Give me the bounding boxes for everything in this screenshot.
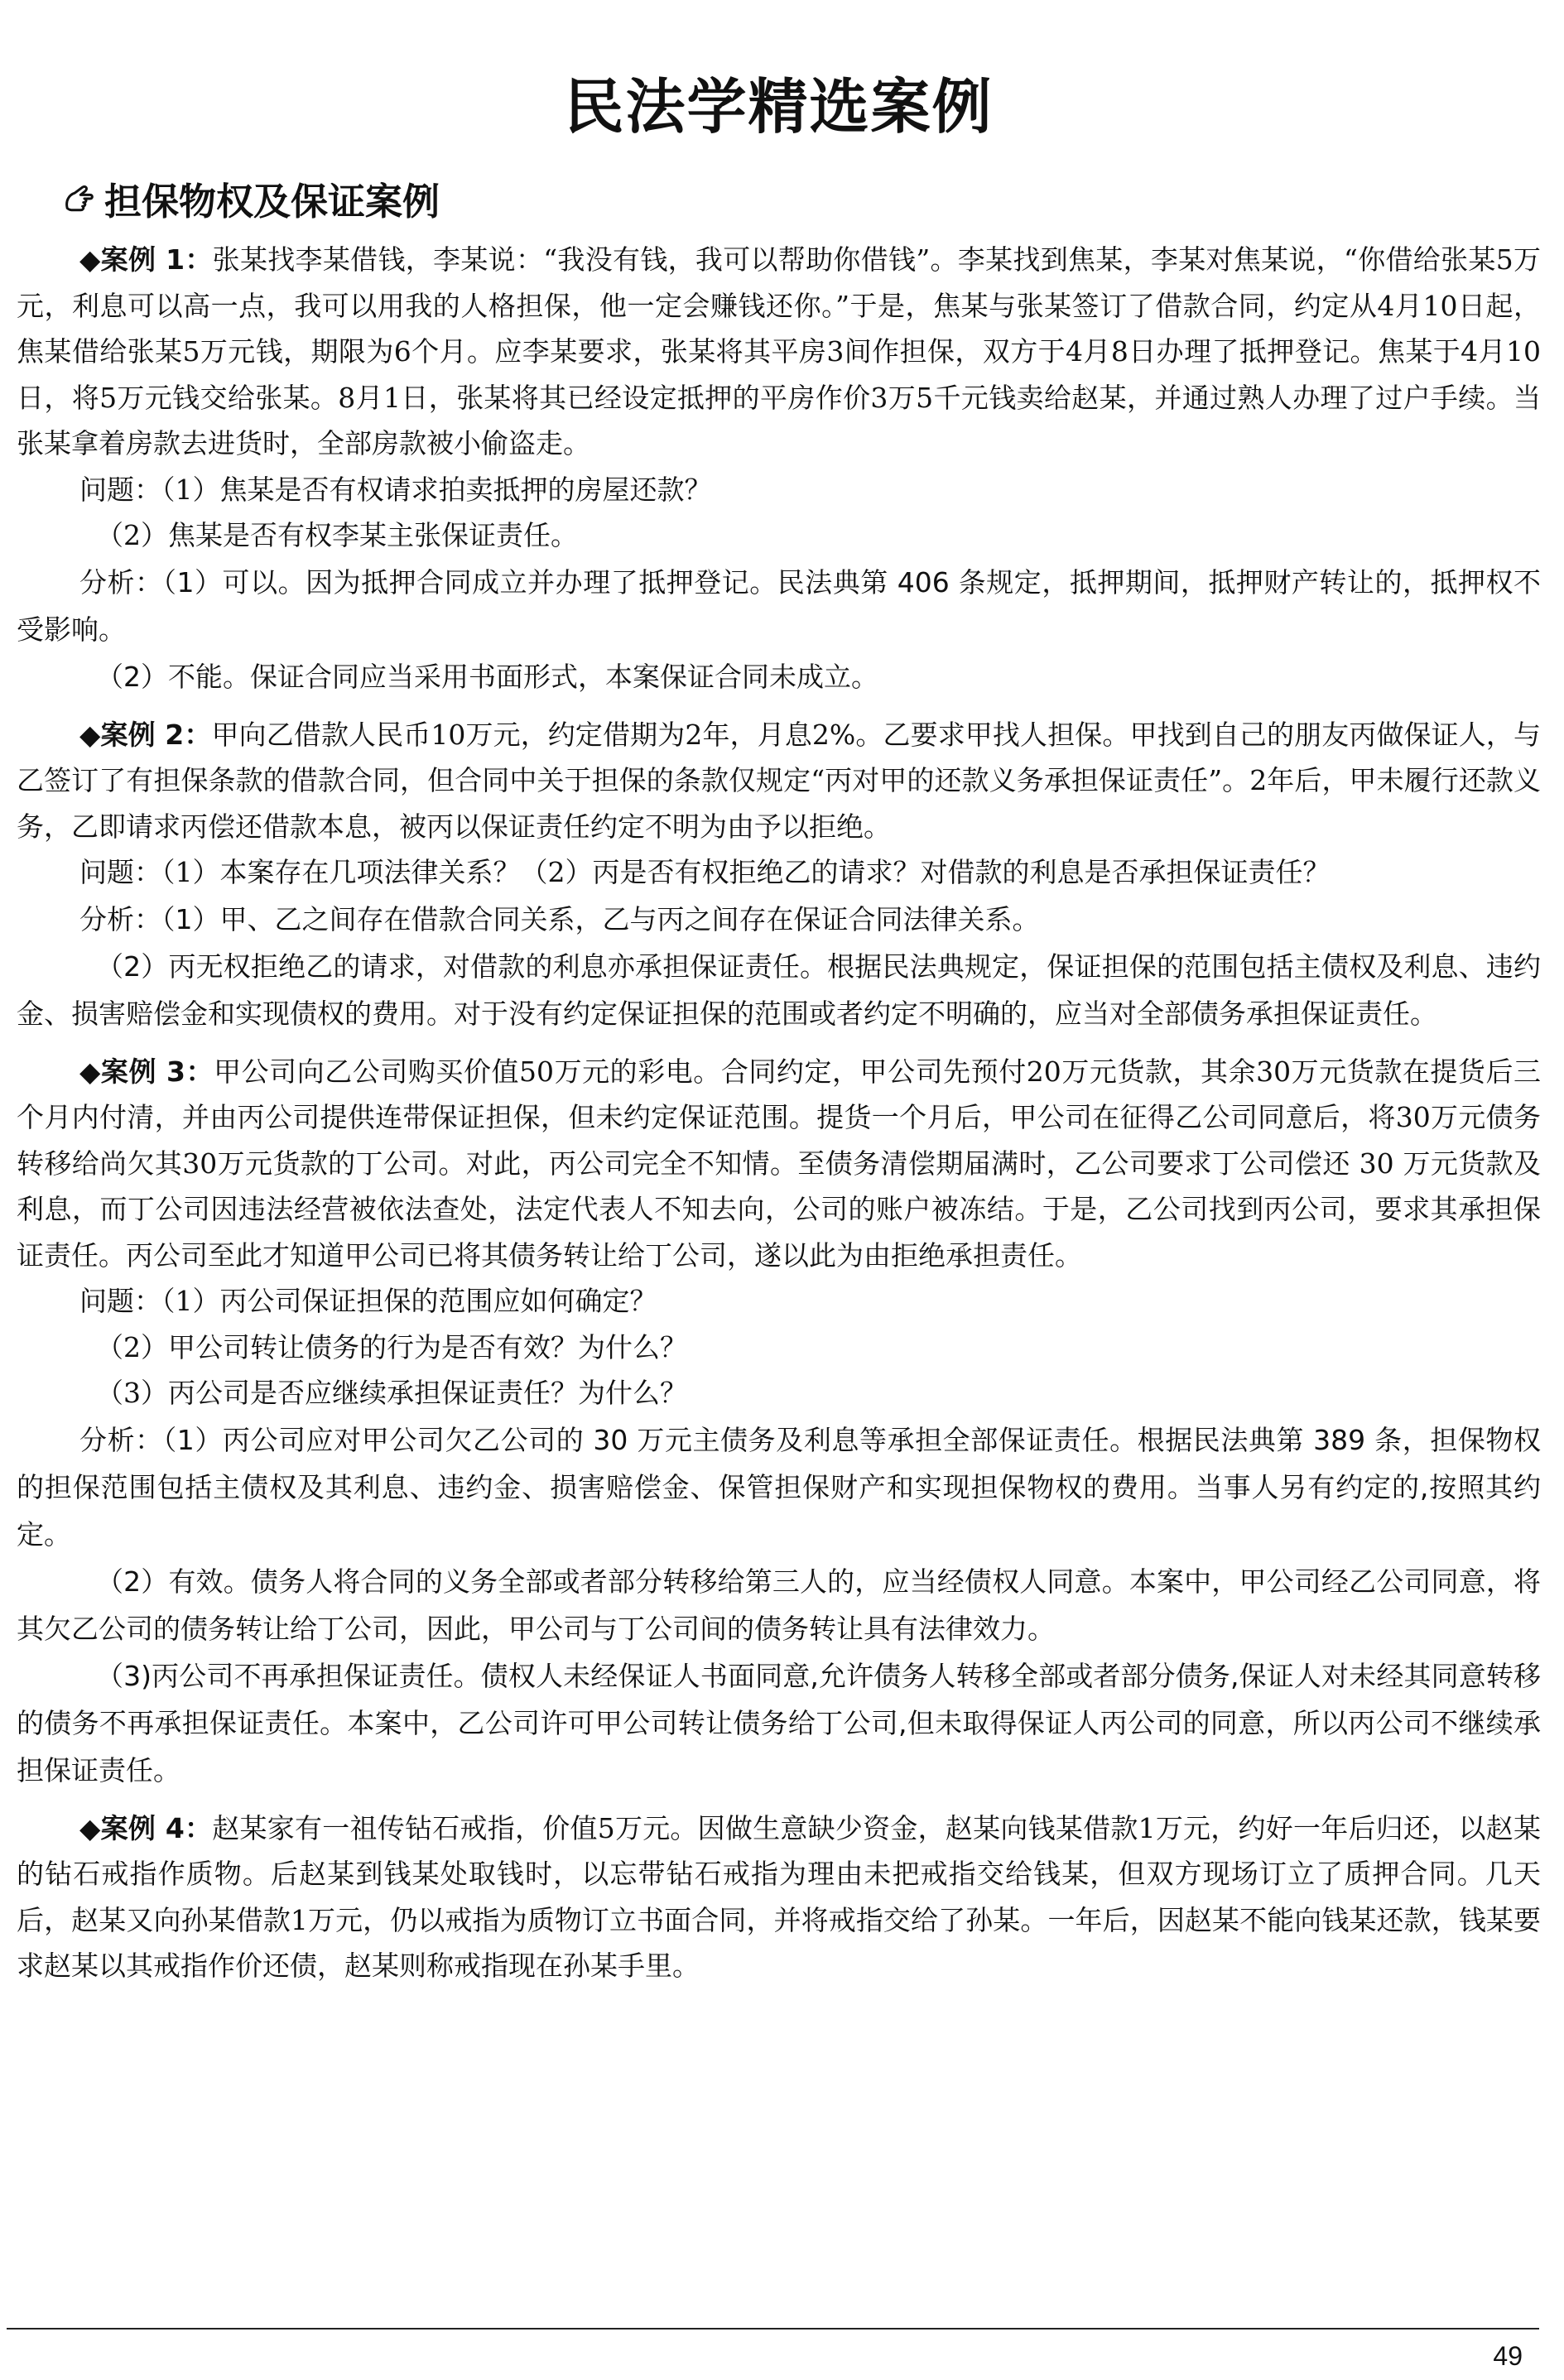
case-analysis: 分析：（1）可以。因为抵押合同成立并办理了抵押登记。民法典第 406 条规定，抵押期间，抵押财产转让的，抵押权不受影响。 [17, 565, 1541, 646]
case-analysis: 分析：（1）丙公司应对甲公司欠乙公司的 30 万元主债务及利息等承担全部保证责任。根据民法典第 389 条，担保物权的担保范围包括主债权及其利息、违约金、损害赔偿金、保管担保财产和实现担保物权的费用。当事人另有约定的,按照其约定。 [17, 1423, 1541, 1551]
page-title: 民法学精选案例 [564, 72, 994, 142]
case-analysis: （2）有效。债务人将合同的义务全部或者部分转移给第三人的，应当经债权人同意。本案中，甲公司经乙公司同意，将其欠乙公司的债务转让给丁公司，因此，甲公司与丁公司间的债务转让具有法律效力。 [17, 1565, 1541, 1645]
case-body [17, 1805, 1541, 1989]
hand-pointer-icon [60, 180, 98, 218]
case-text: 甲向乙借款人民币10万元，约定借期为2年，月息2%。乙要求甲找人担保。甲找到自己的朋友丙做保证人，与乙签订了有担保条款的借款合同，但合同中关于担保的条款仅规定“丙对甲的还款义务承担保证责任”。2年后，甲未履行还款义务，乙即请求丙偿还借款本息，被丙以保证责任约定不明为由予以拒绝。 [17, 718, 1541, 843]
section-heading [60, 171, 1541, 225]
case-question: 问题：（1）焦某是否有权请求拍卖抵押的房屋还款？ [79, 473, 712, 506]
case-body [17, 1049, 1541, 1279]
case-analysis: （2）不能。保证合同应当采用书面形式，本案保证合同未成立。 [96, 660, 878, 693]
case-text: 张某找李某借钱，李某说：“我没有钱，我可以帮助你借钱”。李某找到焦某，李某对焦某说，“你借给张某5万元，利息可以高一点，我可以用我的人格担保，他一定会赚钱还你。”于是，焦某与张某签订了借款合同，约定从4月10日起，焦某借给张某5万元钱，期限为6个月。应李某要求，张某将其平房3间作担保，双方于4月8日办理了抵押登记。焦某于4月10日，将5万元钱交给张某。8月1日，张某将其已经设定抵押的平房作价3万5千元钱卖给赵某，并通过熟人办理了过户手续。当张某拿着房款去进货时，全部房款被小偷盗走。 [17, 243, 1541, 460]
case-body [17, 237, 1541, 467]
section-title: 担保物权及保证案例 [104, 180, 440, 224]
case-text: 甲公司向乙公司购买价值50万元的彩电。合同约定，甲公司先预付20万元货款，其余30万元货款在提货后三个月内付清，并由丙公司提供连带保证担保，但未约定保证范围。提货一个月后，甲公司在征得乙公司同意后，将30万元债务转移给尚欠其30万元货款的丁公司。对此，丙公司完全不知情。至债务清偿期届满时，乙公司要求丁公司偿还 30 万元货款及利息，而丁公司因违法经营被依法查处，法定代表人不知去向，公司的账户被冻结。于是，乙公司找到丙公司，要求其承担保证责任。丙公司至此才知道甲公司已将其债务转让给丁公司，遂以此为由拒绝承担责任。 [17, 1055, 1541, 1272]
case-analysis: 分析：（1）甲、乙之间存在借款合同关系，乙与丙之间存在保证合同法律关系。 [79, 902, 1040, 935]
case-question: （2）焦某是否有权李某主张保证责任。 [96, 519, 578, 552]
case-analysis: （3)丙公司不再承担保证责任。债权人未经保证人书面同意,允许债务人转移全部或者部分债务,保证人对未经其同意转移的债务不再承担保证责任。本案中，乙公司许可甲公司转让债务给丁公司,但未取得保证人丙公司的同意，所以丙公司不继续承担保证责任。 [17, 1659, 1541, 1786]
case-question: 问题：（1）本案存在几项法律关系？（2）丙是否有权拒绝乙的请求？对借款的利息是否承担保证责任？ [79, 856, 1331, 889]
page-number: 49 [1493, 2341, 1523, 2371]
case-question: 问题：（1）丙公司保证担保的范围应如何确定？ [79, 1285, 657, 1318]
cases-container [17, 237, 1541, 1989]
footer-divider [7, 2328, 1539, 2330]
case-body [17, 712, 1541, 850]
case-analysis: （2）丙无权拒绝乙的请求，对借款的利息亦承担保证责任。根据民法典规定，保证担保的范围包括主债权及利息、违约金、损害赔偿金和实现债权的费用。对于没有约定保证担保的范围或者约定不明确的，应当对全部债务承担保证责任。 [17, 950, 1541, 1030]
case-label: ◆案例 2： [79, 718, 212, 751]
case-question: （2）甲公司转让债务的行为是否有效？为什么？ [96, 1330, 687, 1363]
case-text: 赵某家有一祖传钻石戒指，价值5万元。因做生意缺少资金，赵某向钱某借款1万元，约好一年后归还，以赵某的钻石戒指作质物。后赵某到钱某处取钱时，以忘带钻石戒指为理由未把戒指交给钱某，但双方现场订立了质押合同。几天后，赵某又向孙某借款1万元，仍以戒指为质物订立书面合同，并将戒指交给了孙某。一年后，因赵某不能向钱某还款，钱某要求赵某以其戒指作价还债，赵某则称戒指现在孙某手里。 [17, 1811, 1541, 1983]
case-label: ◆案例 4： [79, 1811, 213, 1844]
case-label: ◆案例 1： [79, 243, 213, 276]
case-question: （3）丙公司是否应继续承担保证责任？为什么？ [96, 1377, 687, 1410]
case-label: ◆案例 3： [79, 1055, 214, 1088]
